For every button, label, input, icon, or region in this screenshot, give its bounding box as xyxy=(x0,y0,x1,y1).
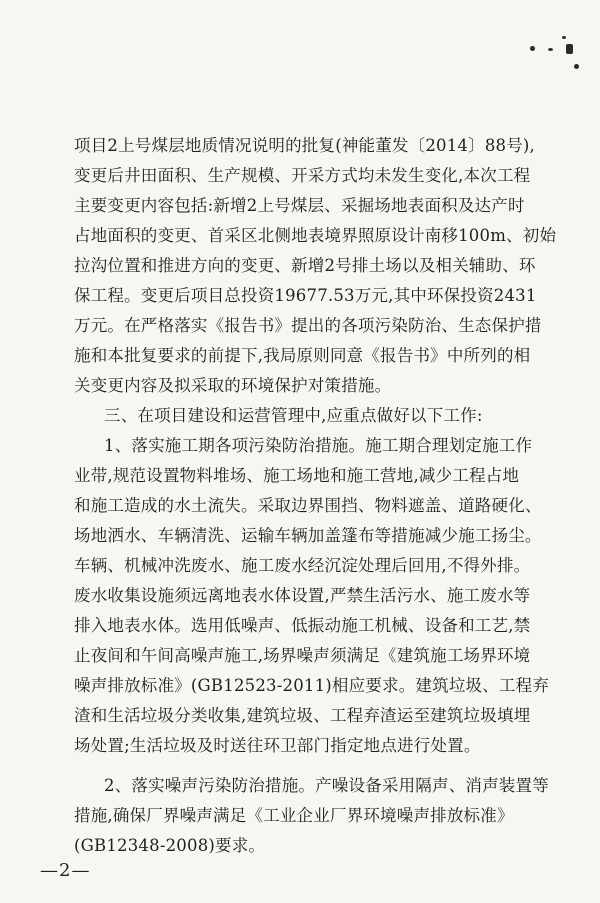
scan-speck xyxy=(548,48,553,51)
text-line: 主要变更内容包括:新增2上号煤层、采掘场地表面积及达产时 xyxy=(74,196,525,215)
scan-speck xyxy=(530,46,535,51)
text-line: 变更后井田面积、生产规模、开采方式均未发生变化,本次工程 xyxy=(74,166,531,185)
text-line: 措施,确保厂界噪声满足《工业企业厂界环境噪声排放标准》 xyxy=(74,806,514,825)
text-line: 关变更内容及拟采取的环境保护对策措施。 xyxy=(74,376,392,395)
text-line: 项目2上号煤层地质情况说明的批复(神能董发〔2014〕88号), xyxy=(74,136,536,155)
section-heading: 三、在项目建设和运营管理中,应重点做好以下工作: xyxy=(104,406,483,425)
text-line: 止夜间和午间高噪声施工,场界噪声须满足《建筑施工场界环境 xyxy=(74,646,531,665)
page-number: —2— xyxy=(40,860,91,881)
text-line: 车辆、机械冲洗废水、施工废水经沉淀处理后回用,不得外排。 xyxy=(74,556,531,575)
scan-speck xyxy=(562,36,566,39)
text-line: 施和本批复要求的前提下,我局原则同意《报告书》中所列的相 xyxy=(74,346,531,365)
text-line: 渣和生活垃圾分类收集,建筑垃圾、工程弃渣运至建筑垃圾填埋 xyxy=(74,706,531,725)
text-line: 废水收集设施须远离地表水体设置,严禁生活污水、施工废水等 xyxy=(74,586,531,605)
text-line: 万元。在严格落实《报告书》提出的各项污染防治、生态保护措 xyxy=(74,316,542,335)
text-line: 保工程。变更后项目总投资19677.53万元,其中环保投资2431 xyxy=(74,286,537,305)
text-line: 噪声排放标准》(GB12523-2011)相应要求。建筑垃圾、工程弃 xyxy=(74,676,550,695)
text-line: 排入地表水体。选用低噪声、低振动施工机械、设备和工艺,禁 xyxy=(74,616,531,635)
text-line: 拉沟位置和推进方向的变更、新增2号排土场以及相关辅助、环 xyxy=(74,256,536,275)
scan-speck xyxy=(574,64,579,69)
text-line: 场地洒水、车辆清洗、运输车辆加盖篷布等措施减少施工扬尘。 xyxy=(74,526,542,545)
text-line: 占地面积的变更、首采区北侧地表境界照原设计南移100m、初始 xyxy=(74,226,557,245)
text-line: 业带,规范设置物料堆场、施工场地和施工营地,减少工程占地 xyxy=(74,466,520,485)
scan-speck xyxy=(566,44,573,54)
text-line: (GB12348-2008)要求。 xyxy=(74,836,266,855)
text-line: 和施工造成的水土流失。采取边界围挡、物料遮盖、道路硬化、 xyxy=(74,496,542,515)
text-line: 1、落实施工期各项污染防治措施。施工期合理划定施工作 xyxy=(104,436,533,455)
text-line: 2、落实噪声污染防治措施。产噪设备采用隔声、消声装置等 xyxy=(104,776,549,795)
text-line: 场处置;生活垃圾及时送往环卫部门指定地点进行处置。 xyxy=(74,736,481,755)
